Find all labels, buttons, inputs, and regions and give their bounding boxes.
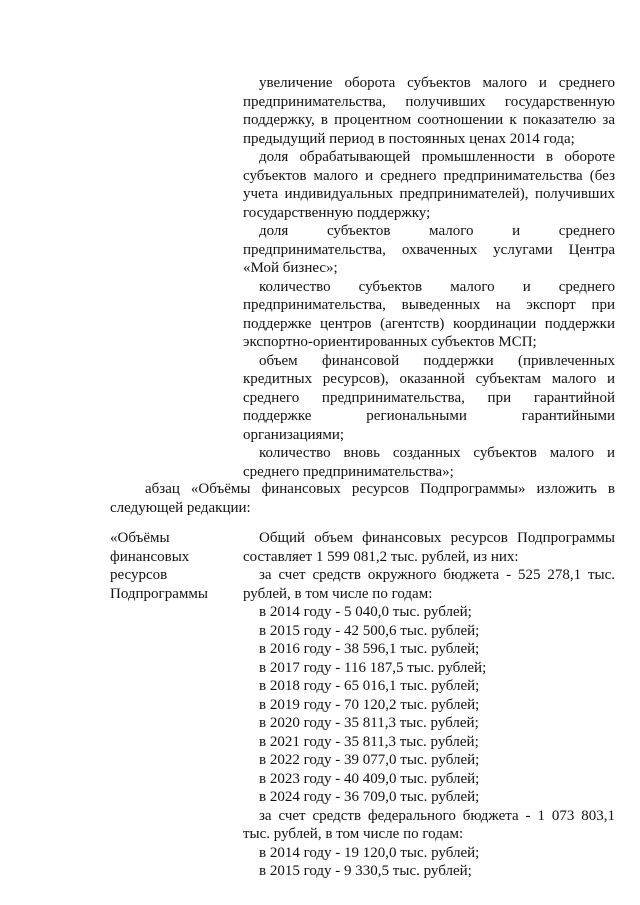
year-line: в 2021 году - 35 811,3 тыс. рублей; — [259, 733, 479, 750]
year-line: в 2022 году - 39 077,0 тыс. рублей; — [259, 752, 480, 768]
section-label — [110, 529, 230, 603]
indicator-paragraph: объем финансовой поддержки (привлеченных кредитных ресурсов), оказанной субъектам малого и среднего предпринимательства, при гарантийной поддержке региональными гарантийными организациями; — [243, 352, 615, 443]
federal-budget-years — [243, 844, 615, 881]
financing-block — [243, 529, 615, 881]
year-line: в 2014 году - 19 120,0 тыс. рублей; — [259, 844, 480, 861]
total-paragraph: Общий объем финансовых ресурсов Подпрограммы составляет 1 599 081,2 тыс. рублей, из них: — [243, 530, 615, 565]
indicator-paragraph: доля обрабатывающей промышленности в обороте субъектов малого и среднего предпринимательства (без учета индивидуальных предпринимателей), получивших государственную поддержку; — [243, 149, 615, 221]
indicator-paragraph: доля субъектов малого и среднего предпринимательства, охваченных услугами Центра «Мой бизнес»; — [243, 223, 615, 276]
year-line: в 2019 году - 70 120,2 тыс. рублей; — [259, 696, 480, 713]
section-label-line: Подпрограммы — [110, 585, 208, 602]
section-label-line: ресурсов — [110, 567, 168, 583]
federal-budget-heading: за счет средств федерального бюджета - 1 073 803,1 тыс. рублей, в том числе по годам: — [243, 807, 615, 842]
indicators-block — [243, 74, 615, 481]
year-line: в 2020 году - 35 811,3 тыс. рублей; — [259, 715, 479, 731]
indicator-paragraph: количество субъектов малого и среднего предпринимательства, выведенных на экспорт при поддержке центров (агентств) координации поддержки экспортно-ориентированных субъектов МСП; — [243, 278, 615, 350]
year-line: в 2015 году - 42 500,6 тыс. рублей; — [259, 622, 480, 639]
indicator-paragraph: увеличение оборота субъектов малого и среднего предпринимательства, получивших государственную поддержку, в процентном соотношении к показателю за предыдущий период в постоянных ценах 2014 года; — [243, 75, 615, 147]
indicator-paragraph: количество вновь созданных субъектов малого и среднего предпринимательства»; — [243, 445, 615, 480]
year-line: в 2015 году - 9 330,5 тыс. рублей; — [259, 863, 472, 879]
section-label-line: финансовых — [110, 548, 190, 565]
district-budget-years — [243, 603, 615, 807]
district-budget-heading: за счет средств окружного бюджета - 525 278,1 тыс. рублей, в том числе по годам: — [243, 567, 615, 602]
section-label-line: «Объёмы — [110, 530, 170, 546]
year-line: в 2016 году - 38 596,1 тыс. рублей; — [259, 641, 480, 657]
year-line: в 2014 году - 5 040,0 тыс. рублей; — [259, 604, 472, 620]
year-line: в 2018 году - 65 016,1 тыс. рублей; — [259, 678, 480, 694]
instruction-paragraph: абзац «Объёмы финансовых ресурсов Подпрограммы» изложить в следующей редакции: — [110, 481, 615, 516]
year-line: в 2024 году - 36 709,0 тыс. рублей; — [259, 789, 480, 805]
year-line: в 2023 году - 40 409,0 тыс. рублей; — [259, 770, 480, 787]
year-line: в 2017 году - 116 187,5 тыс. рублей; — [259, 659, 487, 676]
